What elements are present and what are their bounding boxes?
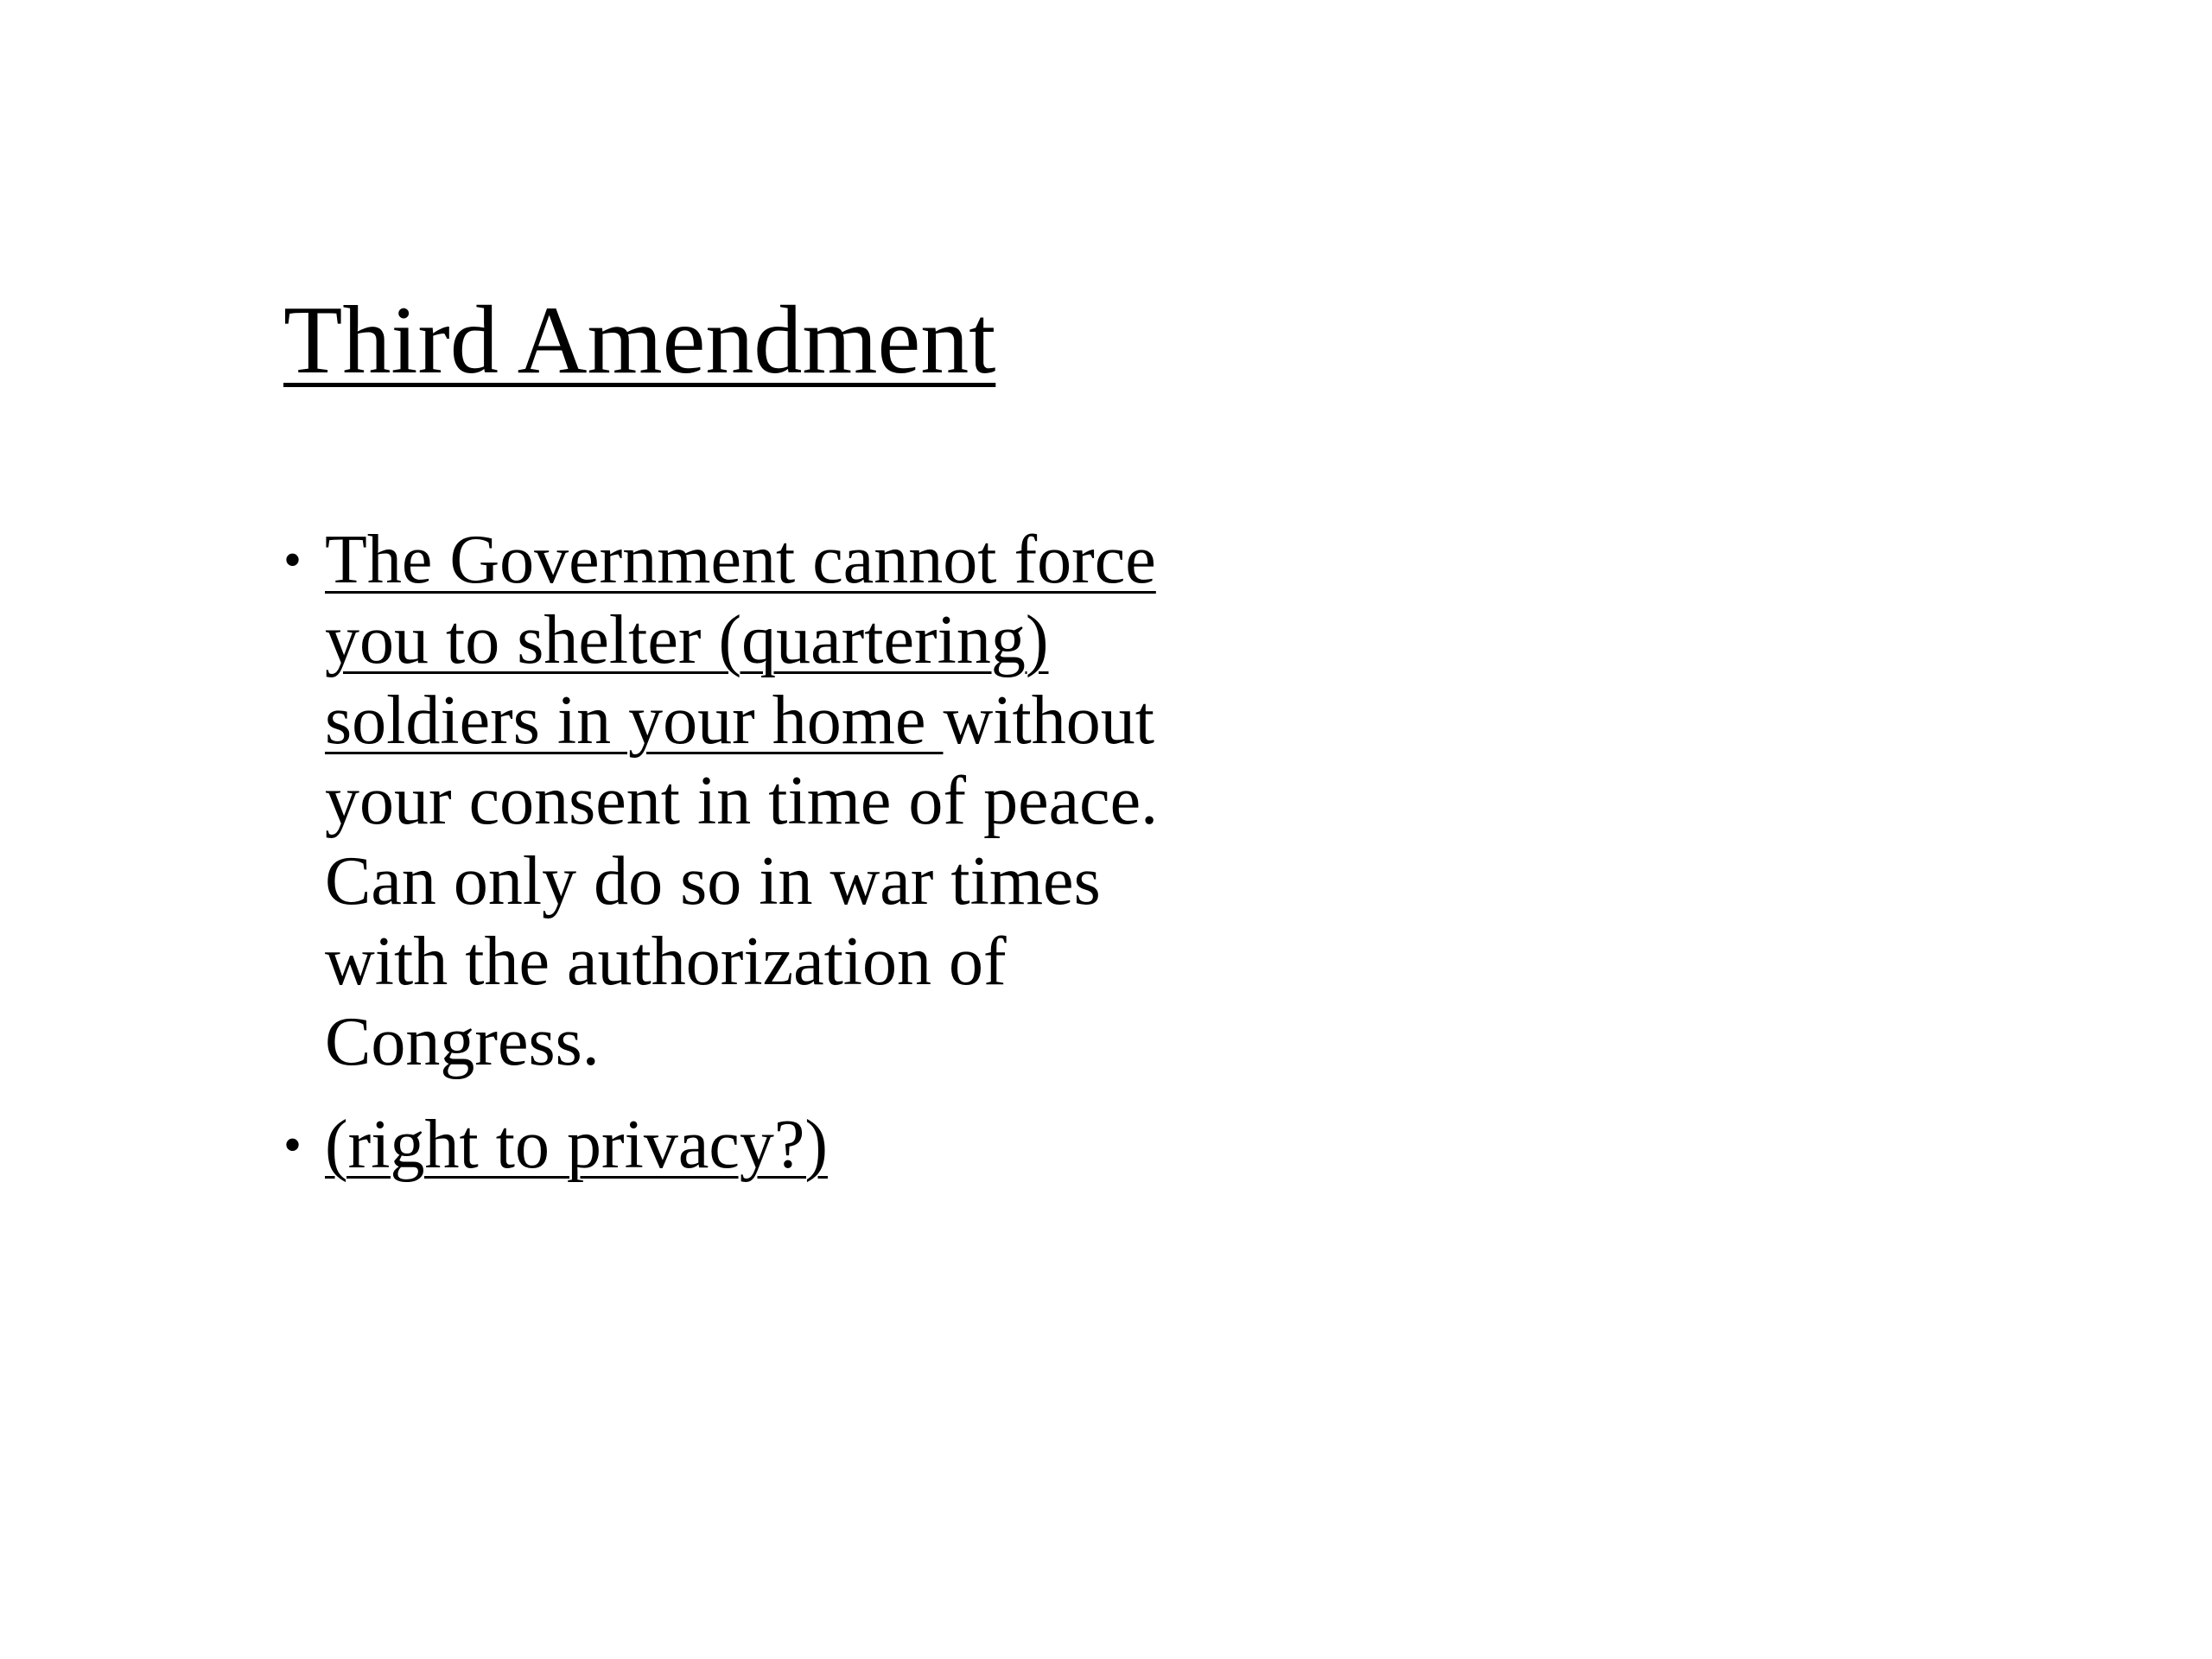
bullet-item-privacy xyxy=(283,1105,1217,1185)
bullet-marker: • xyxy=(283,531,302,588)
slide-title: Third Amendment xyxy=(283,287,996,394)
bullet-list xyxy=(283,520,1217,1208)
underlined-text: (right to privacy?) xyxy=(325,1107,828,1183)
bullet-item-quartering xyxy=(283,520,1217,1083)
bullet-text xyxy=(325,520,1217,1083)
bullet-marker: • xyxy=(283,1116,302,1173)
underlined-text: The Government cannot force you to shelter (quartering) soldiers in your home xyxy=(325,522,1156,759)
bullet-text xyxy=(325,1105,1217,1185)
plain-text: without your consent in time of peace. Can only do so in war times with the authorization of Congress. xyxy=(325,683,1159,1080)
